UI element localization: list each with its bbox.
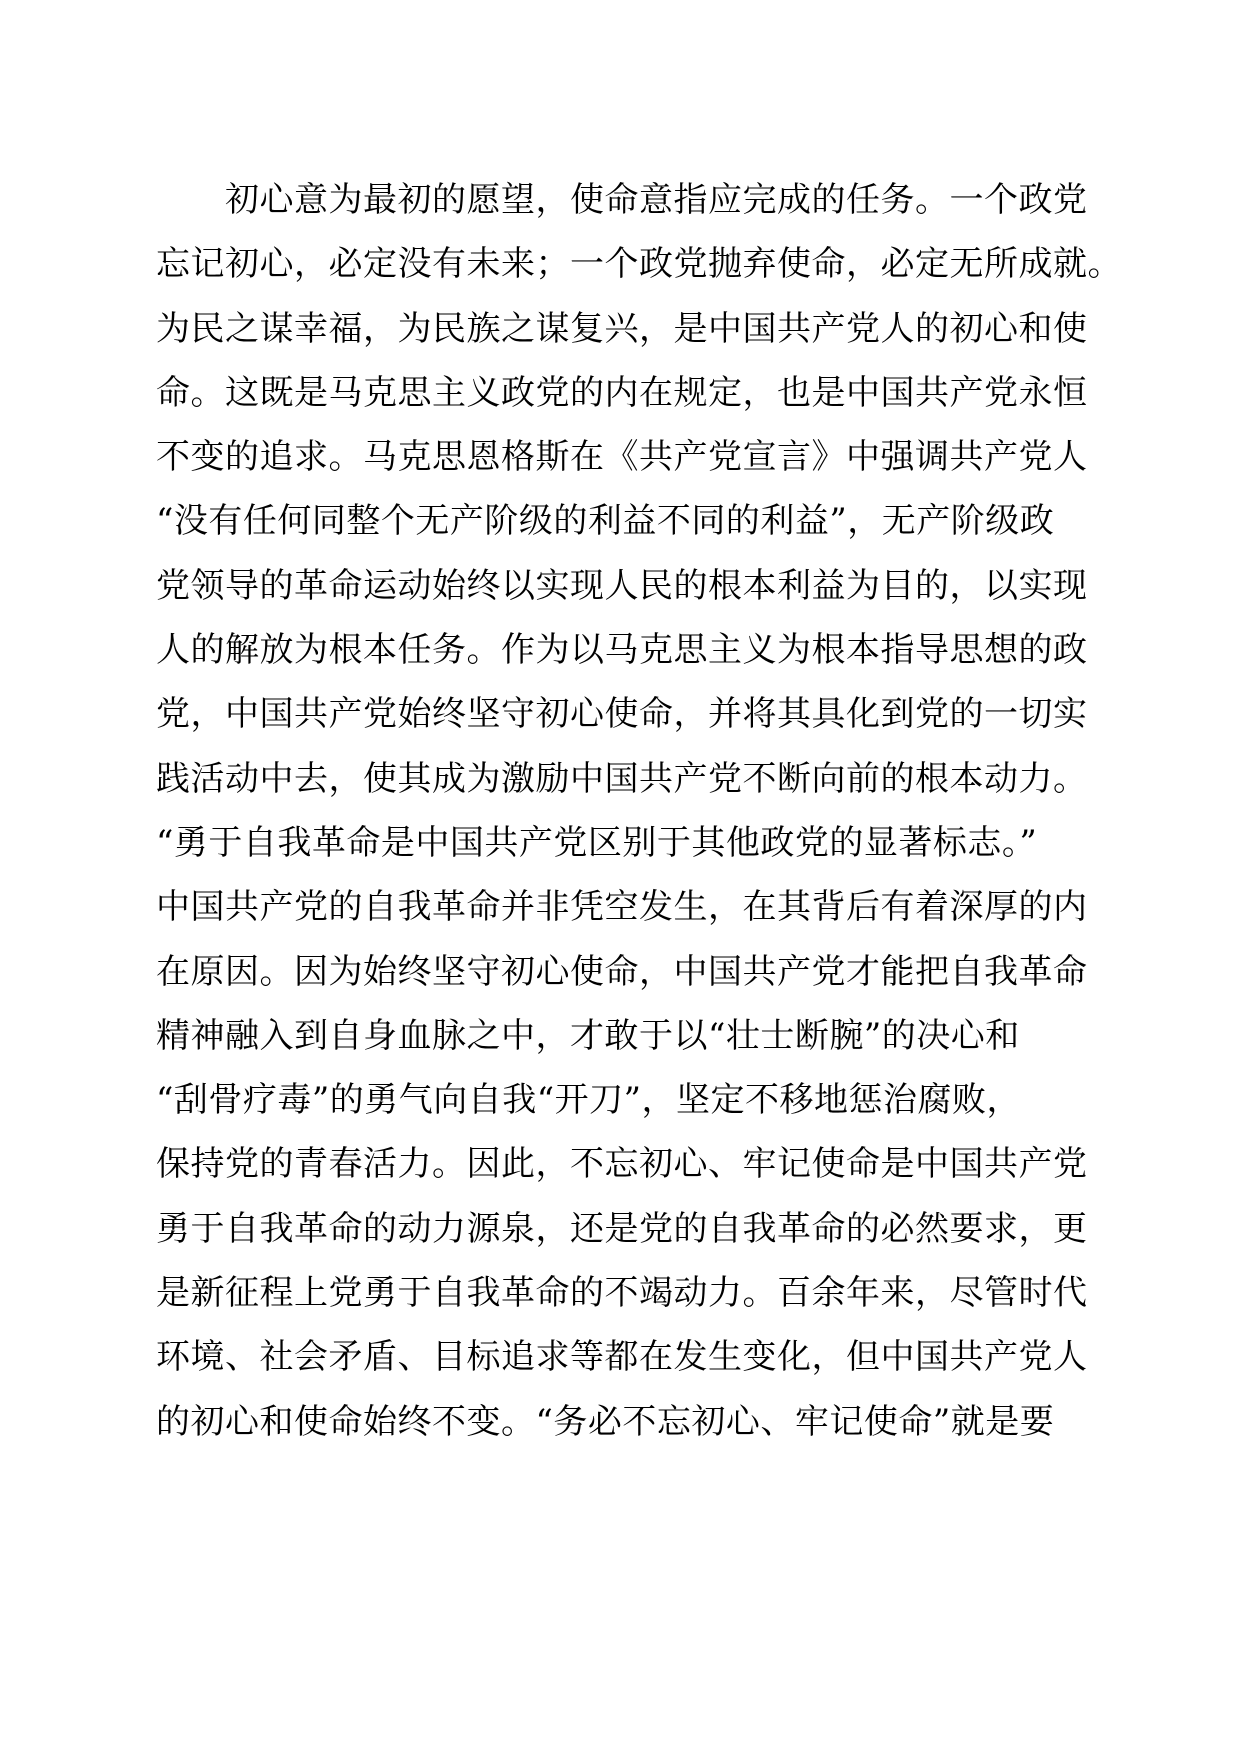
text-line: 的初心和使命始终不变。“务必不忘初心、牢记使命”就是要: [156, 1401, 1055, 1442]
text-line: 保持党的青春活力。因此，不忘初心、牢记使命是中国共产党: [156, 1144, 1088, 1185]
body-paragraph: [156, 168, 1122, 1454]
text-line: 初心意为最初的愿望，使命意指应完成的任务。一个政党: [156, 180, 1088, 220]
text-line: 命。这既是马克思主义政党的内在规定，也是中国共产党永恒: [156, 372, 1088, 413]
text-line: 忘记初心，必定没有未来；一个政党抛弃使命，必定无所成就。: [156, 244, 1122, 285]
text-line: 是新征程上党勇于自我革命的不竭动力。百余年来，尽管时代: [156, 1273, 1088, 1314]
text-line: 在原因。因为始终坚守初心使命，中国共产党才能把自我革命: [156, 951, 1088, 992]
text-line: 为民之谋幸福，为民族之谋复兴，是中国共产党人的初心和使: [156, 308, 1088, 349]
text-line: 环境、社会矛盾、目标追求等都在发生变化，但中国共产党人: [156, 1337, 1088, 1378]
text-line: 党领导的革命运动始终以实现人民的根本利益为目的，以实现: [156, 565, 1088, 606]
text-line: 精神融入到自身血脉之中，才敢于以“壮士断腕”的决心和: [156, 1015, 1020, 1056]
text-line: “刮骨疗毒”的勇气向自我“开刀”，坚定不移地惩治腐败，: [156, 1080, 1022, 1121]
text-line: 践活动中去，使其成为激励中国共产党不断向前的根本动力。: [156, 758, 1088, 799]
text-line: 人的解放为根本任务。作为以马克思主义为根本指导思想的政: [156, 630, 1088, 671]
text-line: 党，中国共产党始终坚守初心使命，并将其具化到党的一切实: [156, 694, 1088, 735]
text-line: 中国共产党的自我革命并非凭空发生，在其背后有着深厚的内: [156, 887, 1088, 928]
text-line: 不变的追求。马克思恩格斯在《共产党宣言》中强调共产党人: [156, 437, 1088, 478]
text-line: “没有任何同整个无产阶级的利益不同的利益”，无产阶级政: [156, 501, 1055, 542]
text-line: 勇于自我革命的动力源泉，还是党的自我革命的必然要求，更: [156, 1208, 1088, 1249]
text-line: “勇于自我革命是中国共产党区别于其他政党的显著标志。”: [156, 822, 1038, 863]
